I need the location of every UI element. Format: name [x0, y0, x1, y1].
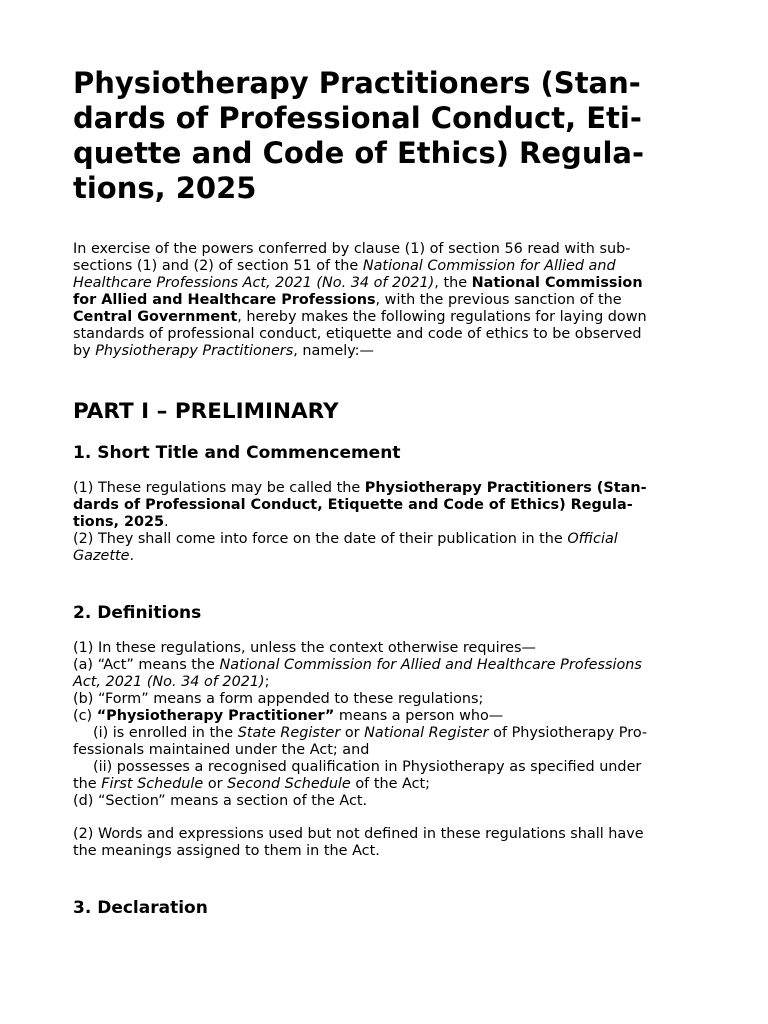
- document-title: [73, 66, 698, 206]
- preamble-text: standards of professional conduct, etiquette and code of ethics to be observed: [73, 326, 642, 342]
- clause-text: (1) These regulations may be called the: [73, 480, 365, 496]
- regulation-name-bold: tions, 2025: [73, 514, 165, 530]
- preamble-text: , hereby makes the following regulations for laying down: [237, 309, 647, 325]
- act-name-italic: Healthcare Professions Act, 2021 (No. 34 of 2021): [73, 275, 435, 291]
- clause-text: ;: [264, 674, 270, 690]
- definitions-paragraph-2: [73, 826, 698, 860]
- clause-text: (a) “Act” means the: [73, 657, 220, 673]
- part-heading: PART I – PRELIMINARY: [73, 399, 339, 424]
- preamble-text: , the: [434, 275, 472, 291]
- act-name-italic: Act, 2021 (No. 34 of 2021): [73, 674, 265, 690]
- act-name-italic: National Commission for Allied and Healthcare Professions: [219, 657, 642, 673]
- clause-text: fessionals maintained under the Act; and: [73, 742, 370, 758]
- commission-name-bold: for Allied and Healthcare Professions: [73, 292, 376, 308]
- clause-text: .: [129, 548, 135, 564]
- clause-text: means a person who—: [334, 708, 504, 724]
- preamble-text: In exercise of the powers conferred by clause (1) of section 56 read with sub-: [73, 241, 631, 257]
- clause-text: .: [164, 514, 169, 530]
- regulation-name-bold: dards of Professional Conduct, Etiquette and Code of Ethics) Regula-: [73, 497, 633, 513]
- clause-text: the meanings assigned to them in the Act.: [73, 843, 380, 859]
- commission-name-bold: National Commission: [471, 275, 643, 291]
- clause-text: of Physiotherapy Pro-: [488, 725, 648, 741]
- title-line: tions, 2025: [73, 171, 257, 205]
- preamble-text: sections (1) and (2) of section 51 of the: [73, 258, 363, 274]
- clause-text: the: [73, 776, 102, 792]
- preamble-paragraph: [73, 241, 698, 360]
- short-title-paragraph: [73, 480, 698, 565]
- section-heading-declaration: 3. Declaration: [73, 898, 208, 918]
- title-line: Physiotherapy Practitioners (Stan-: [73, 66, 641, 100]
- defined-term-bold: “Physiotherapy Practitioner”: [96, 708, 335, 724]
- clause-text: of the Act;: [350, 776, 431, 792]
- clause-text: (b) “Form” means a form appended to these regulations;: [73, 691, 484, 707]
- clause-text: or: [340, 725, 365, 741]
- preamble-text: by: [73, 343, 96, 359]
- title-line: quette and Code of Ethics) Regula-: [73, 136, 645, 170]
- clause-text: (2) Words and expressions used but not defined in these regulations shall have: [73, 826, 644, 842]
- clause-text: (d) “Section” means a section of the Act.: [73, 793, 368, 809]
- register-italic: State Register: [237, 725, 341, 741]
- clause-text: (c): [73, 708, 97, 724]
- central-government-bold: Central Government: [73, 309, 238, 325]
- preamble-text: , namely:—: [293, 343, 374, 359]
- practitioners-italic: Physiotherapy Practitioners: [95, 343, 294, 359]
- section-heading-definitions: 2. Definitions: [73, 603, 202, 623]
- clause-text: (2) They shall come into force on the date of their publication in the: [73, 531, 568, 547]
- schedule-italic: Second Schedule: [227, 776, 351, 792]
- preamble-text: , with the previous sanction of the: [375, 292, 622, 308]
- clause-text: (1) In these regulations, unless the context otherwise requires—: [73, 640, 536, 656]
- gazette-italic: Official: [567, 531, 618, 547]
- gazette-italic: Gazette: [73, 548, 130, 564]
- clause-text: (ii) possesses a recognised qualification in Physiotherapy as specified under: [93, 759, 642, 775]
- title-line: dards of Professional Conduct, Eti-: [73, 101, 642, 135]
- register-italic: National Register: [364, 725, 489, 741]
- clause-text: or: [203, 776, 228, 792]
- clause-text: (i) is enrolled in the: [93, 725, 238, 741]
- schedule-italic: First Schedule: [101, 776, 204, 792]
- definitions-paragraph: [73, 640, 698, 810]
- act-name-italic: National Commission for Allied and: [362, 258, 616, 274]
- section-heading-short-title: 1. Short Title and Commencement: [73, 443, 401, 463]
- regulation-name-bold: Physiotherapy Practitioners (Stan-: [364, 480, 647, 496]
